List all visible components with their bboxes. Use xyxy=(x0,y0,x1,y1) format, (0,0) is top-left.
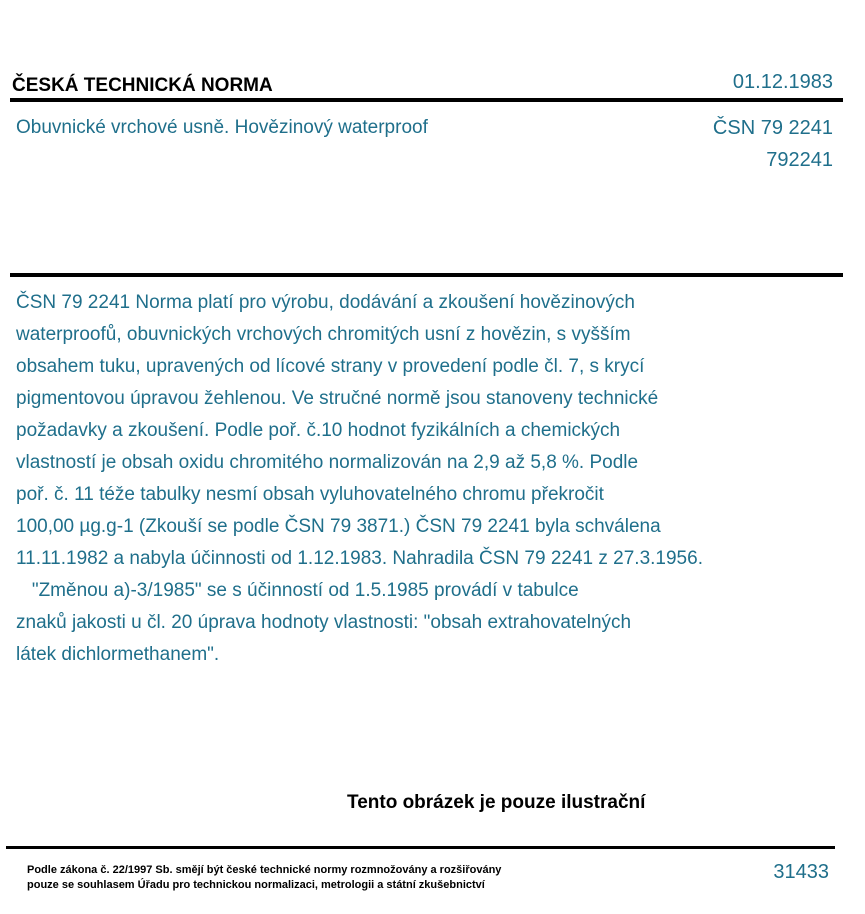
abstract-line: "Změnou a)-3/1985" se s účinností od 1.5.1985 provádí v tabulce xyxy=(16,580,579,601)
norm-code: ČSN 79 2241 xyxy=(712,117,833,139)
footer-legal-line: Podle zákona č. 22/1997 Sb. smějí být české technické normy rozmnožovány a rozšiřovány xyxy=(27,864,502,876)
footer-legal-notice xyxy=(27,863,501,893)
abstract-line: 11.11.1982 a nabyla účinnosti od 1.12.1983. Nahradila ČSN 79 2241 z 27.3.1956. xyxy=(16,548,703,569)
header-divider xyxy=(10,98,843,102)
footer-legal-line: pouze se souhlasem Úřadu pro technickou normalizaci, metrologii a státní zkušebnictví xyxy=(27,879,485,891)
section-divider xyxy=(10,273,843,277)
document-type-title: ČESKÁ TECHNICKÁ NORMA xyxy=(12,75,273,96)
abstract-line: pigmentovou úpravou žehlenou. Ve stručné normě jsou stanoveny technické xyxy=(16,388,659,409)
abstract-line: ČSN 79 2241 Norma platí pro výrobu, dodávání a zkoušení hovězinových xyxy=(16,292,635,313)
abstract-line: látek dichlormethanem". xyxy=(16,644,220,665)
norm-catalog-number: 792241 xyxy=(766,149,833,171)
illustration-note: Tento obrázek je pouze ilustrační xyxy=(347,792,646,813)
footer-divider xyxy=(6,846,835,849)
abstract-line: požadavky a zkoušení. Podle poř. č.10 hodnot fyzikálních a chemických xyxy=(16,420,621,441)
norm-abstract xyxy=(16,287,703,671)
footer-document-number: 31433 xyxy=(773,861,829,883)
abstract-line: obsahem tuku, upravených od lícové strany v provedení podle čl. 7, s krycí xyxy=(16,356,645,377)
norm-date: 01.12.1983 xyxy=(732,71,833,93)
abstract-line: vlastností je obsah oxidu chromitého normalizován na 2,9 až 5,8 %. Podle xyxy=(16,452,639,473)
abstract-line: 100,00 µg.g-1 (Zkouší se podle ČSN 79 3871.) ČSN 79 2241 byla schválena xyxy=(16,516,661,537)
abstract-line: znaků jakosti u čl. 20 úprava hodnoty vlastnosti: "obsah extrahovatelných xyxy=(16,612,632,633)
abstract-line: poř. č. 11 téže tabulky nesmí obsah vyluhovatelného chromu překročit xyxy=(16,484,604,505)
abstract-line: waterproofů, obuvnických vrchových chromitých usní z hovězin, s vyšším xyxy=(16,324,631,345)
norm-subject: Obuvnické vrchové usně. Hovězinový waterproof xyxy=(16,117,428,138)
